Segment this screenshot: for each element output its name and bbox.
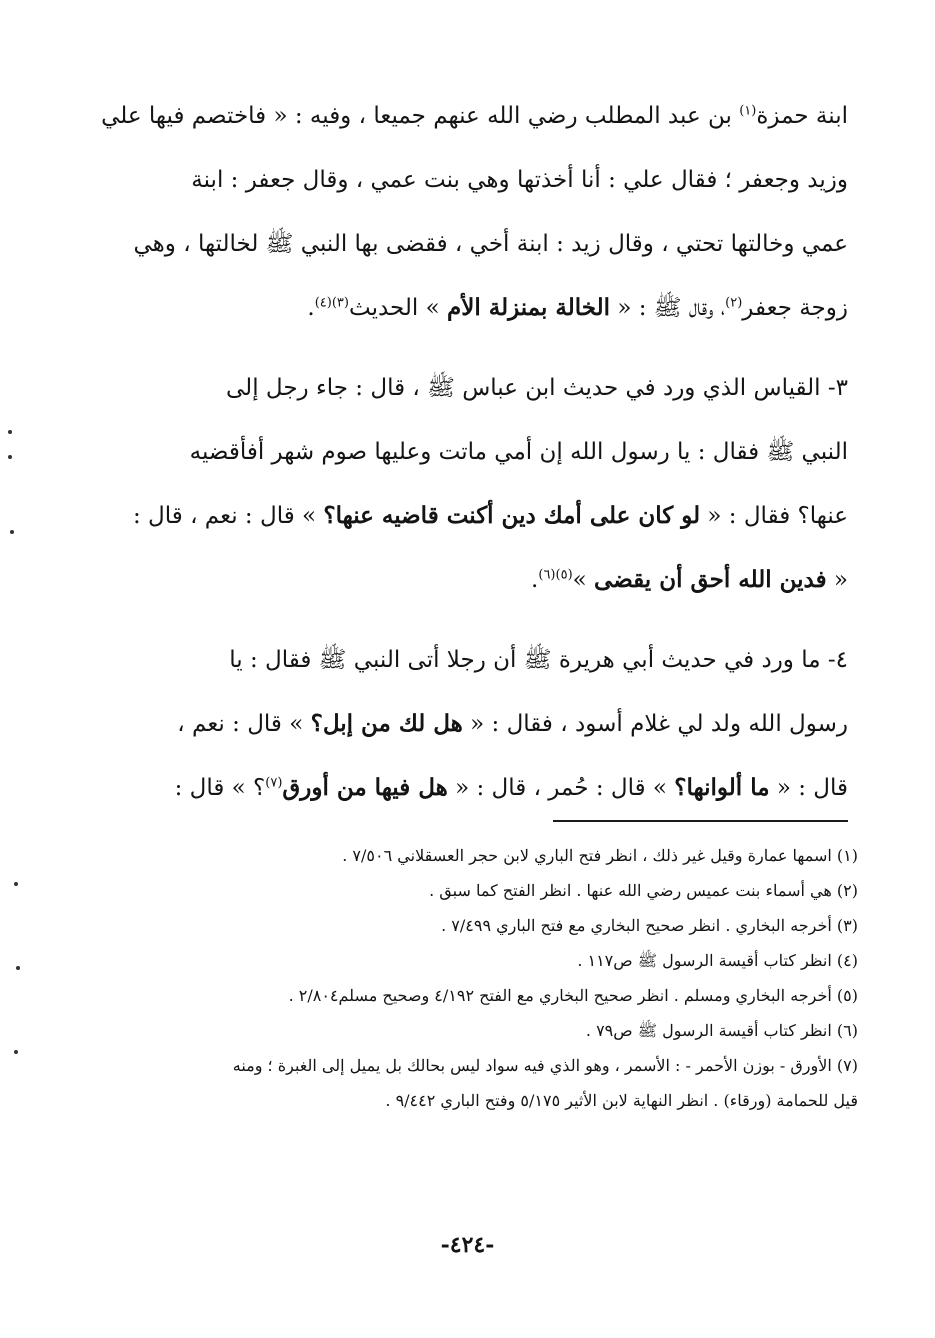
text-line: وزيد وجعفر ؛ فقال علي : أنا أخذتها وهي بنت عمي ، وقال جعفر : ابنة [191,167,848,193]
footnote: (١) اسمها عمارة وقيل غير ذلك ، انظر فتح الباري لابن حجر العسقلاني ٧/٥٠٦ . [342,846,858,865]
page-number: -٤٢٤- [440,1232,495,1258]
scan-speck [14,882,18,886]
footnote: (٣) أخرجه البخاري . انظر صحيح البخاري مع فتح الباري ٧/٤٩٩ . [441,916,858,935]
text-line: زوجة جعفر$^{(٢)}$، وقال ﷺ : « الخالة بمنزلة الأم » الحديث$^{(٣)(٤)}$. [307,294,848,321]
footnote: (٥) أخرجه البخاري ومسلم . انظر صحيح البخاري مع الفتح ٤/١٩٢ وصحيح مسلم٢/٨٠٤ . [288,986,858,1005]
text-line: ٤- ما ورد في حديث أبي هريرة ﷺ أن رجلا أتى النبي ﷺ فقال : يا [229,647,848,673]
footnote: (٦) انظر كتاب أقيسة الرسول ﷺ ص٧٩ . [585,1021,858,1040]
scan-speck [10,530,14,534]
footnote: (٧) الأورق - بوزن الأحمر - : الأسمر ، وهو الذي فيه سواد ليس بحالك بل يميل إلى الغبرة ؛ ومنه [232,1056,858,1075]
main-text [100,84,848,820]
footnote: (٢) هي أسماء بنت عميس رضي الله عنها . انظر الفتح كما سبق . [429,881,858,900]
scan-speck [8,430,12,434]
footnotes [110,838,858,1118]
scan-speck [16,966,20,970]
footnote: قيل للحمامة (ورقاء) . انظر النهاية لابن الأثير ٥/١٧٥ وفتح الباري ٩/٤٤٢ . [385,1091,858,1110]
paragraph-gap [100,612,848,628]
text-line: ابنة حمزة$^{(١)}$ بن عبد المطلب رضي الله عنهم جميعا ، وفيه : « فاختصم فيها علي [101,103,848,129]
text-line: رسول الله ولد لي غلام أسود ، فقال : « هل لك من إبل؟ » قال : نعم ، [177,710,848,737]
text-line: عنها؟ فقال : « لو كان على أمك دين أكنت قاضيه عنها؟ » قال : نعم ، قال : [132,502,848,529]
footnote: (٤) انظر كتاب أقيسة الرسول ﷺ ص١١٧ . [577,951,858,970]
scan-speck [8,455,12,459]
text-line: قال : « ما ألوانها؟ » قال : حُمر ، قال : « هل فيها من أورق$^{(٧)}$؟ » قال : [174,774,848,801]
text-line: النبي ﷺ فقال : يا رسول الله إن أمي ماتت وعليها صوم شهر أفأقضيه [189,439,848,465]
paragraph-gap [100,340,848,356]
footnote-separator [553,820,848,822]
scan-speck [14,1050,18,1054]
text-line: عمي وخالتها تحتي ، وقال زيد : ابنة أخي ، فقضى بها النبي ﷺ لخالتها ، وهي [133,231,848,257]
text-line: ٣- القياس الذي ورد في حديث ابن عباس ﷺ ، قال : جاء رجل إلى [226,375,848,401]
text-line: « فدين الله أحق أن يقضى »$^{(٥)(٦)}$. [531,566,848,593]
